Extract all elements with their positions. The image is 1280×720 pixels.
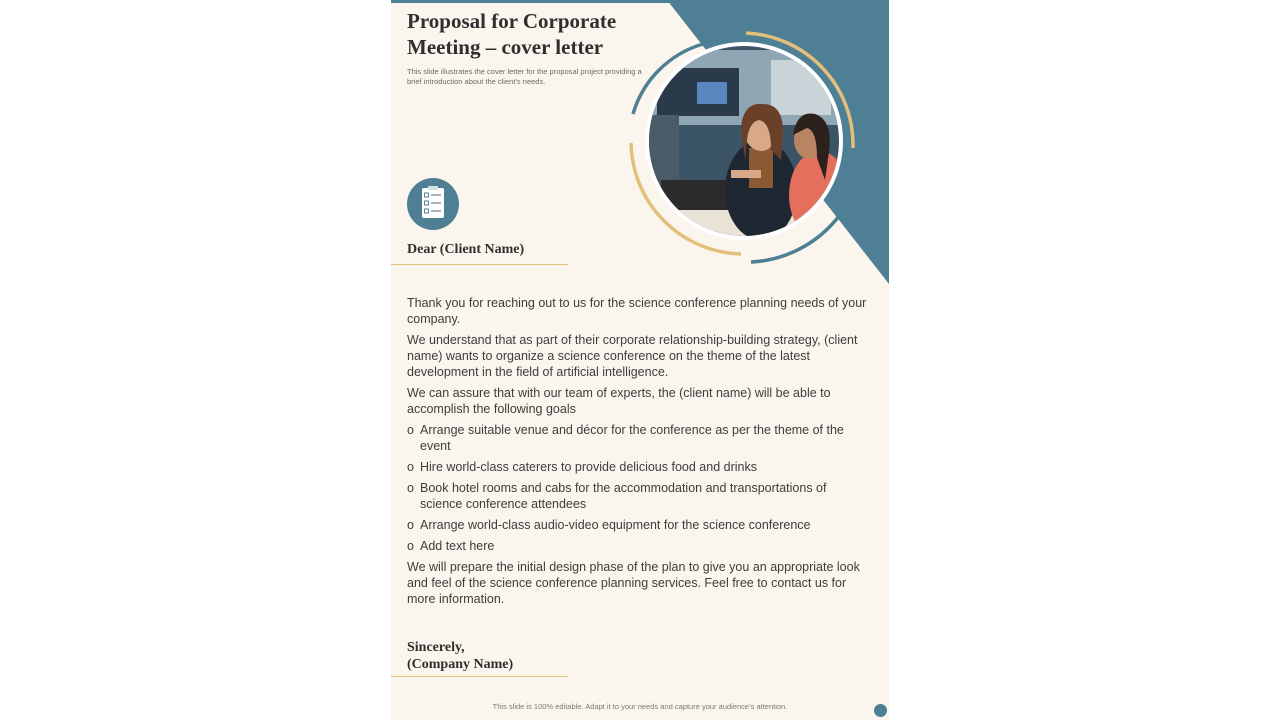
bullet-marker: o: [407, 481, 414, 495]
bullet-marker: o: [407, 539, 414, 553]
page-subtitle: This slide illustrates the cover letter for the proposal project providing a brief introduction about the client’s needs.: [407, 67, 642, 86]
goal-item: [407, 517, 867, 533]
signature-block: [407, 639, 513, 673]
page-title: Proposal for Corporate Meeting – cover letter: [407, 9, 617, 59]
footer-note: This slide is 100% editable. Adapt it to your needs and capture your audience’s attention.: [492, 702, 788, 711]
salutation-divider: [391, 264, 568, 265]
understanding-paragraph: We understand that as part of their corporate relationship-building strategy, (client name) wants to organize a science conference on the theme of the latest development in the field of artificial intelligence.: [407, 333, 858, 379]
corner-dot: [874, 704, 887, 717]
goal-text: Book hotel rooms and cabs for the accommodation and transportations of science conference attendees: [420, 481, 827, 511]
goal-text: Arrange world-class audio-video equipment for the science conference: [420, 518, 811, 532]
closing-paragraph: We will prepare the initial design phase of the plan to give you an appropriate look and feel of the science conference planning services. Feel free to contact us for more information.: [407, 560, 860, 606]
bullet-marker: o: [407, 518, 414, 532]
goal-item: [407, 459, 867, 475]
goal-item: [407, 480, 867, 512]
proposal-page: [391, 0, 889, 720]
company-name: (Company Name): [407, 657, 514, 672]
goals-list: [407, 422, 867, 554]
sign-off: Sincerely,: [407, 640, 465, 655]
salutation: Dear (Client Name): [407, 242, 525, 257]
bullet-marker: o: [407, 423, 414, 437]
letter-body: [407, 295, 867, 612]
checklist-icon: [407, 178, 459, 230]
meeting-photo: [621, 30, 867, 270]
goal-text: Hire world-class caterers to provide delicious food and drinks: [420, 460, 757, 474]
bullet-marker: o: [407, 460, 414, 474]
goal-text: Add text here: [420, 539, 495, 553]
assurance-paragraph: We can assure that with our team of experts, the (client name) will be able to accomplish the following goals: [407, 386, 831, 416]
intro-paragraph: Thank you for reaching out to us for the science conference planning needs of your company.: [407, 296, 867, 326]
goal-text: Arrange suitable venue and décor for the conference as per the theme of the event: [420, 423, 844, 453]
top-accent-line: [391, 0, 671, 3]
signature-divider: [391, 676, 568, 677]
goal-item: [407, 538, 867, 554]
goal-item: [407, 422, 867, 454]
